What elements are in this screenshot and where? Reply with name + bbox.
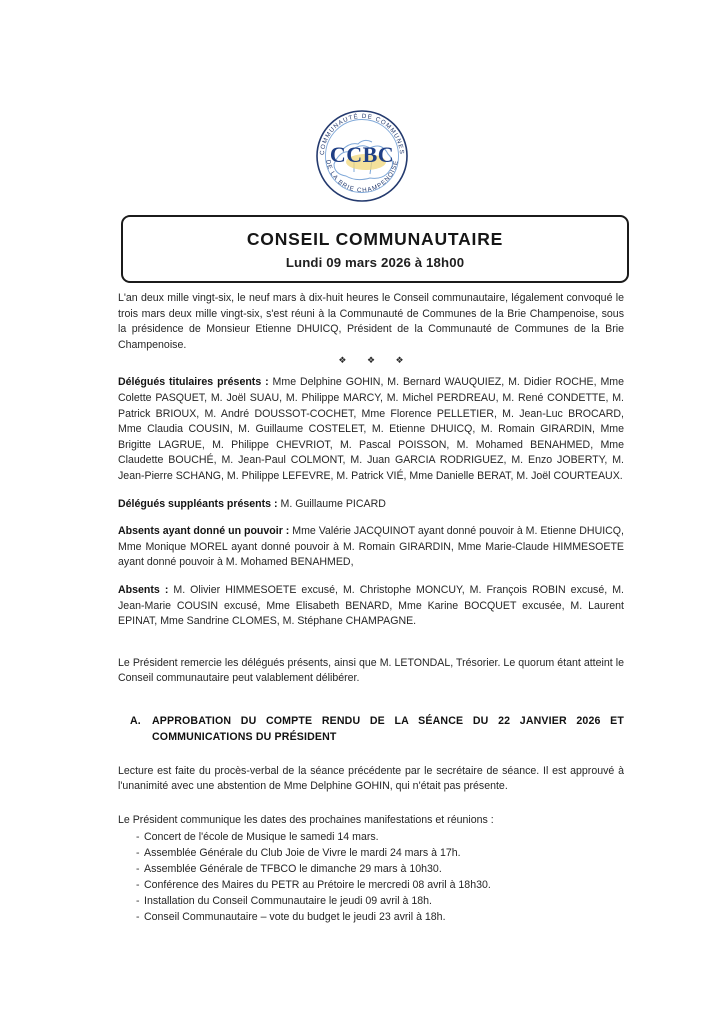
titulaires-label: Délégués titulaires présents : (118, 376, 269, 389)
section-a-letter: A. (130, 714, 141, 727)
supplements-paragraph (118, 497, 624, 513)
section-a-line-2: COMMUNICATIONS DU PRÉSIDENT (152, 731, 337, 744)
page-subtitle: Lundi 09 mars 2026 à 18h00 (285, 254, 465, 270)
list-item-label: Conférence des Maires du PETR au Prétoire le mercredi 08 avril à 18h30. (144, 878, 491, 891)
bullet-dash-icon: - (136, 878, 140, 891)
pouvoirs-names: Mme Valérie JACQUINOT ayant donné pouvoir à M. Etienne DHUICQ, Mme Monique MOREL ayant donné pouvoir à M. Romain GIRARDIN, Mme Marie-Claude HIMMESOETE ayant donné pouvoir à M. Mohamed BENAHMED, (118, 525, 624, 569)
supplements-label: Délégués suppléants présents : (118, 497, 278, 510)
titulaires-names: Mme Delphine GOHIN, M. Bernard WAUQUIEZ, M. Didier ROCHE, Mme Colette PASQUET, M. Joël SUAU, M. Philippe MARCY, M. Michel PERDREAU, M. René CONDETTE, M. Patrick BRIOUX, M. André DOUSSOT-COCHET, Mme Florence PELLETIER, M. Jean-Luc BROCARD, Mme Claudia COUSIN, M. Guillaume COSTELET, M. Etienne DHUICQ, M. Romain GIRARDIN, Mme Brigitte LAGRUE, M. Philippe CHEVRIOT, M. Pascal POISSON, M. Mohamed BENAHMED, Mme Claudette BOUCHÉ, M. Jean-Paul COLMONT, M. Juan GARCIA RODRIGUEZ, M. Enzo JOBERTY, M. Jean-Pierre SCHANG, M. Philippe LEFEVRE, M. Patrick VIÉ, Mme Danielle BERAT, M. Joël COURTEAUX. (118, 376, 624, 482)
logo-container (0, 104, 724, 208)
quorum-paragraph: Le Président remercie les délégués présents, ainsi que M. LETONDAL, Trésorier. Le quorum étant atteint le Conseil communautaire peut valablement délibérer. (118, 656, 624, 685)
page-title: CONSEIL COMMUNAUTAIRE (246, 229, 504, 249)
title-box (121, 215, 629, 283)
svg-text:CCBC: CCBC (329, 142, 395, 167)
bullet-dash-icon: - (136, 910, 140, 923)
pouvoirs-label: Absents ayant donné un pouvoir : (118, 525, 290, 538)
list-item-label: Concert de l'école de Musique le samedi 14 mars. (144, 830, 379, 843)
bullet-dash-icon: - (136, 830, 140, 843)
list-item (118, 909, 624, 925)
list-item (118, 893, 624, 909)
dates-list (118, 829, 624, 925)
svg-text:DE LA BRIE CHAMPENOISE: DE LA BRIE CHAMPENOISE (324, 159, 400, 195)
list-item (118, 861, 624, 877)
ornament-separator: ❖ ❖ ❖ (338, 355, 413, 366)
list-item-label: Installation du Conseil Communautaire le jeudi 09 avril à 18h. (144, 894, 432, 907)
document-body (118, 291, 624, 925)
absents-names: M. Olivier HIMMESOETE excusé, M. Christophe MONCUY, M. François ROBIN excusé, M. Jean-Marie COUSIN excusé, Mme Elisabeth BENARD, Mme Karine BOCQUET excusée, M. Laurent EPINAT, Mme Sandrine CLOMES, M. Stéphane CHAMPAGNE. (118, 583, 624, 628)
svg-text:COMMUNAUTÉ DE COMMUNES: COMMUNAUTÉ DE COMMUNES (318, 112, 406, 156)
pouvoirs-paragraph (118, 524, 624, 571)
list-item-label: Assemblée Générale du Club Joie de Vivre le mardi 24 mars à 17h. (144, 846, 461, 859)
bullet-dash-icon: - (136, 862, 140, 875)
list-item (118, 877, 624, 893)
dates-intro: Le Président communique les dates des prochaines manifestations et réunions : (118, 814, 494, 827)
supplements-names: M. Guillaume PICARD (277, 497, 386, 510)
list-item (118, 845, 624, 861)
lecture-paragraph: Lecture est faite du procès-verbal de la séance précédente par le secrétaire de séance. Il est approuvé à l'unanimité avec une abstention de Mme Delphine GOHIN, qui n'était pas présente. (118, 764, 624, 793)
ccbc-logo (310, 104, 414, 208)
intro-paragraph: L'an deux mille vingt-six, le neuf mars à dix-huit heures le Conseil communautaire, légalement convoqué le trois mars deux mille vingt-six, s'est réuni à la Communauté de Communes de la Brie Champenoise, sous la présidence de Monsieur Etienne DHUICQ, Président de la Communauté de Communes de la Brie Champenoise. (118, 292, 624, 351)
section-a-heading (130, 713, 624, 746)
list-item (118, 829, 624, 845)
section-a-line-1: APPROBATION DU COMPTE RENDU DE LA SÉANCE DU 22 JANVIER 2026 ET (152, 714, 624, 727)
absents-label: Absents : (118, 583, 169, 596)
titulaires-paragraph (118, 375, 624, 484)
list-item-label: Conseil Communautaire – vote du budget le jeudi 23 avril à 18h. (144, 910, 446, 923)
list-item-label: Assemblée Générale de TFBCO le dimanche 29 mars à 10h30. (144, 862, 442, 875)
bullet-dash-icon: - (136, 846, 140, 859)
bullet-dash-icon: - (136, 894, 140, 907)
absents-paragraph (118, 583, 624, 630)
section-a-title (152, 713, 624, 746)
